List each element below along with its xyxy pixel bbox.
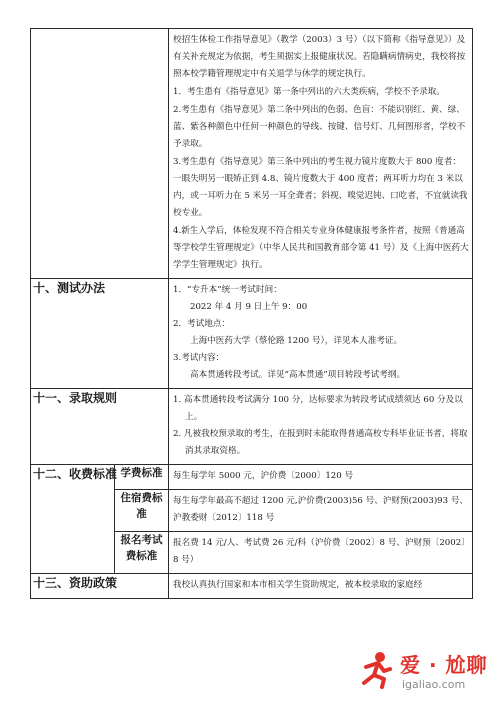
admission-rule-1: 1. 高本贯通转段考试满分 100 分，达标要求为转段考试成绩须达 60 分及以上。: [173, 395, 463, 422]
test-place-value: 上海中医药大学（蔡伦路 1200 号），详见本人准考证。: [190, 336, 403, 346]
test-place-label: 2．考试地点：: [173, 319, 231, 329]
admission-brochure-table: [30, 28, 473, 599]
health-item-2: 2.考生患有《指导意见》第二条中列出的色弱、色盲：不能识别红、黄、绿、蓝、紫各种颜色中任何一种颜色的导线、按键、信号灯、几何图形者，学校不予录取。: [173, 105, 466, 149]
health-heading-cell: [31, 29, 169, 279]
health-row: [31, 29, 473, 279]
site-watermark: [356, 645, 494, 701]
test-content: [169, 279, 473, 389]
admission-row: [31, 389, 473, 465]
health-item-4: 4.新生入学后，体检发现不符合相关专业身体健康报考条件者，按照《普通高等学校学生管理规定》（中华人民共和国教育部令第 41 号）及《上海中医药大学学生管理规定》执行。: [173, 226, 469, 270]
test-time-value: 2022 年 4 月 9 日上午 9：00: [190, 302, 308, 312]
test-content-label: 3.考试内容：: [173, 353, 225, 363]
fees-heading: 十二、收费标准: [31, 465, 115, 574]
admission-rule-2: 2. 凡被我校预录取的考生，在报到时未能取得普通高校专科毕业证书者，将取消其录取资格。: [173, 429, 468, 456]
tuition-label: 学费标准: [115, 465, 169, 490]
aid-content: [169, 574, 473, 599]
health-item-1: 1．考生患有《指导意见》第一条中列出的六大类疾病，学校不予录取。: [173, 87, 445, 97]
health-item-3: 3.考生患有《指导意见》第三条中列出的考生视力镜片度数大于 800 度者：一眼失明另一眼矫正到 4.8、镜片度数大于 400 度者；两耳听力均在 3 米以内，或一耳听力在 5 米另一耳全聋者；斜视、嗅觉迟钝、口吃者，不宜就读我校专业。: [173, 157, 468, 218]
exam-fee-label: 报名考试费标准: [115, 532, 169, 574]
lodging-value: 每生每学年最高不超过 1200 元,沪价费(2003)56 号、沪财预(2003)93 号、沪教委财〔2012〕118 号: [169, 490, 473, 532]
admission-heading: 十一、录取规则: [31, 389, 169, 465]
admission-content: [169, 389, 473, 465]
aid-text: 我校认真执行国家和本市相关学生资助规定，被本校录取的家庭经: [173, 580, 423, 590]
running-figure-logo-icon: [356, 649, 396, 689]
aid-row: [31, 574, 473, 599]
test-row: [31, 279, 473, 389]
test-time-label: 1．“专升本”统一考试时间：: [173, 285, 282, 295]
test-content-value: 高本贯通转段考试。详见“高本贯通”项目转段考试考纲。: [190, 370, 406, 380]
fee-row-tuition: [31, 465, 473, 490]
health-content: [169, 29, 473, 279]
lodging-label: 住宿费标准: [115, 490, 169, 532]
watermark-url: igaliao.com: [402, 678, 466, 691]
tuition-value: 每生每学年 5000 元，沪价费〔2000〕120 号: [169, 465, 473, 490]
exam-fee-value: 报名费 14 元/人、考试费 26 元/科（沪价费〔2002〕8 号、沪财预〔2002〕8 号）: [169, 532, 473, 574]
aid-heading: 十三、资助政策: [31, 574, 169, 599]
watermark-title: 爱 · 尬聊: [400, 653, 488, 677]
health-intro: 校招生体检工作指导意见》（教学（2003）3 号）（以下简称《指导意见》）及有关补充规定为依据，考生须据实上报健康状况。若隐瞒病情病史，我校将按照本校学籍管理规定中有关退学与休学的规定执行。: [173, 35, 466, 79]
test-heading: 十、测试办法: [31, 279, 169, 389]
